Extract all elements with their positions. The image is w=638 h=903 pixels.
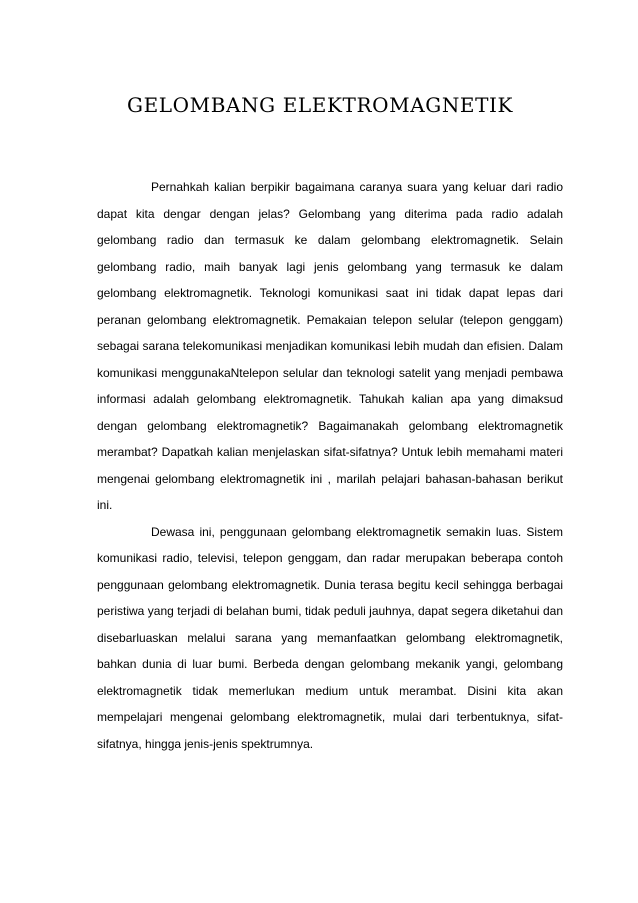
- paragraph-2: Dewasa ini, penggunaan gelombang elektromagnetik semakin luas. Sistem komunikasi radio, televisi, telepon genggam, dan radar merupakan beberapa contoh penggunaan gelombang elektromagnetik. Dunia terasa begitu kecil sehingga berbagai peristiwa yang terjadi di belahan bumi, tidak peduli jauhnya, dapat segera diketahui dan disebarluaskan melalui sarana yang memanfaatkan gelombang elektromagnetik, bahkan dunia di luar bumi. Berbeda dengan gelombang mekanik yangi, gelombang elektromagnetik tidak memerlukan medium untuk merambat. Disini kita akan mempelajari mengenai gelombang elektromagnetik, mulai dari terbentuknya, sifat-sifatnya, hingga jenis-jenis spektrumnya.: [97, 524, 563, 751]
- body-text: [97, 174, 563, 757]
- paragraph-1: Pernahkah kalian berpikir bagaimana caranya suara yang keluar dari radio dapat kita dengar dengan jelas? Gelombang yang diterima pada radio adalah gelombang radio dan termasuk ke dalam gelombang elektromagnetik. Selain gelombang radio, maih banyak lagi jenis gelombang yang termasuk ke dalam gelombang elektromagnetik. Teknologi komunikasi saat ini tidak dapat lepas dari peranan gelombang elektromagnetik. Pemakaian telepon selular (telepon genggam) sebagai sarana telekomunikasi menjadikan komunikasi lebih mudah dan efisien. Dalam komunikasi menggunakaNtelepon selular dan teknologi satelit yang menjadi pembawa informasi adalah gelombang elektromagnetik. Tahukah kalian apa yang dimaksud dengan gelombang elektromagnetik? Bagaimanakah gelombang elektromagnetik merambat? Dapatkah kalian menjelaskan sifat-sifatnya? Untuk lebih memahami materi mengenai gelombang elektromagnetik ini , marilah pelajari bahasan-bahasan berikut ini.: [97, 180, 563, 512]
- page-title: GELOMBANG ELEKTROMAGNETIK: [127, 93, 514, 117]
